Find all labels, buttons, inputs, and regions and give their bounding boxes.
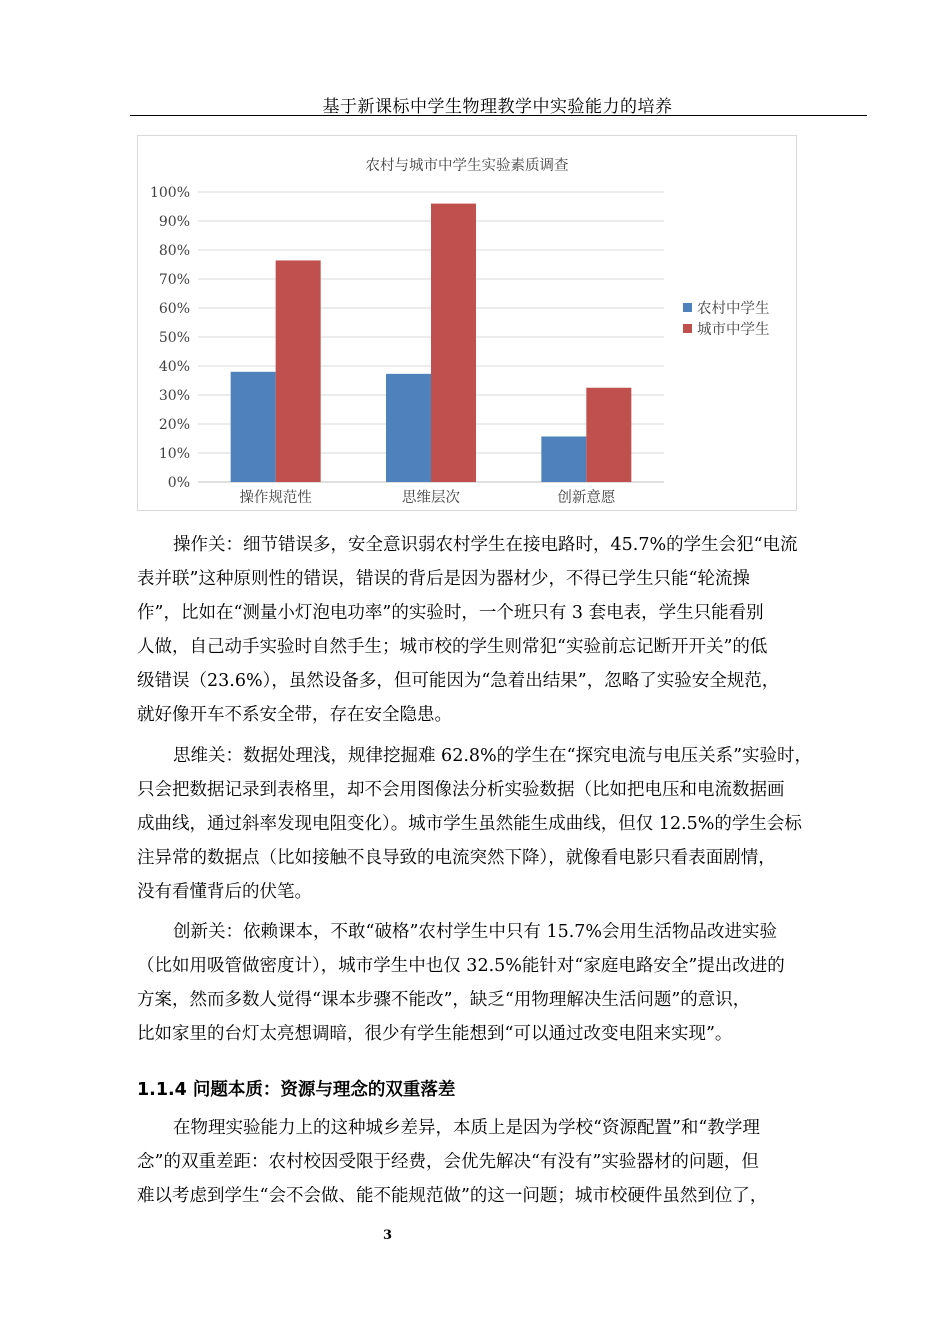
- chart-title: 农村与城市中学生实验素质调查: [365, 158, 569, 174]
- y-tick-label: 10%: [158, 446, 190, 462]
- y-tick-label: 60%: [158, 301, 190, 317]
- bar-chart: [137, 135, 797, 511]
- page-number: 3: [382, 1228, 393, 1243]
- legend-swatch: [683, 324, 692, 333]
- paragraph-line: 念”的双重差距：农村校因受限于经费，会优先解决“有没有”实验器材的问题，但: [137, 1152, 759, 1172]
- bar-urban: [276, 260, 321, 482]
- y-tick-label: 20%: [158, 417, 190, 433]
- bar-rural: [541, 436, 586, 482]
- paragraph-line: 就好像开车不系安全带，存在安全隐患。: [137, 705, 452, 725]
- paragraph-line: 只会把数据记录到表格里，却不会用图像法分析实验数据（比如把电压和电流数据画: [137, 780, 785, 800]
- paragraph-line: 创新关：依赖课本，不敢“破格”农村学生中只有 15.7%会用生活物品改进实验: [173, 922, 778, 942]
- y-tick-label: 50%: [158, 330, 190, 346]
- paragraph-line: 表并联”这种原则性的错误，错误的背后是因为器材少，不得已学生只能“轮流操: [137, 569, 750, 589]
- paragraph-thinking: [137, 739, 872, 909]
- y-tick-label: 0%: [167, 475, 190, 491]
- paragraph-section-body: [137, 1111, 872, 1213]
- paragraph-innovation: [137, 915, 872, 1051]
- bar-rural: [386, 374, 431, 482]
- paragraph-line: 方案，然而多数人觉得“课本步骤不能改”，缺乏“用物理解决生活问题”的意识，: [137, 990, 751, 1010]
- legend-label: 农村中学生: [697, 301, 770, 317]
- paragraph-line: 作”，比如在“测量小灯泡电功率”的实验时，一个班只有 3 套电表，学生只能看别: [137, 603, 764, 623]
- header-rule: [130, 115, 867, 116]
- paragraph-line: 成曲线，通过斜率发现电阻变化）。城市学生虽然能生成曲线，但仅 12.5%的学生会标: [137, 814, 802, 834]
- legend-swatch: [683, 303, 692, 312]
- paragraph-line: 没有看懂背后的伏笔。: [137, 882, 312, 902]
- paragraph-line: 比如家里的台灯太亮想调暗，很少有学生能想到“可以通过改变电阻来实现”。: [137, 1024, 733, 1044]
- page-header-title: 基于新课标中学生物理教学中实验能力的培养: [322, 97, 673, 117]
- legend-label: 城市中学生: [697, 322, 770, 338]
- y-tick-label: 40%: [158, 359, 190, 375]
- y-tick-label: 30%: [158, 388, 190, 404]
- x-tick-label: 思维层次: [402, 490, 460, 506]
- y-tick-label: 70%: [158, 272, 190, 288]
- paragraph-line: （比如用吸管做密度计），城市学生中也仅 32.5%能针对“家庭电路安全”提出改进的: [137, 956, 785, 976]
- paragraph-operation: [137, 528, 872, 732]
- paragraph-line: 人做，自己动手实验时自然手生；城市校的学生则常犯“实验前忘记断开开关”的低: [137, 637, 768, 657]
- paragraph-line: 注异常的数据点（比如接触不良导致的电流突然下降），就像看电影只看表面剧情，: [137, 848, 776, 868]
- bar-rural: [231, 372, 276, 482]
- bar-urban: [431, 204, 476, 482]
- paragraph-line: 级错误（23.6%），虽然设备多，但可能因为“急着出结果”，忽略了实验安全规范，: [137, 671, 780, 691]
- paragraph-line: 思维关：数据处理浅，规律挖掘难 62.8%的学生在“探究电流与电压关系”实验时，: [173, 746, 813, 766]
- paragraph-line: 操作关：细节错误多，安全意识弱农村学生在接电路时，45.7%的学生会犯“电流: [173, 535, 798, 555]
- bar-urban: [586, 388, 631, 482]
- y-tick-label: 90%: [158, 214, 190, 230]
- paragraph-line: 在物理实验能力上的这种城乡差异，本质上是因为学校“资源配置”和“教学理: [173, 1118, 760, 1138]
- y-tick-label: 80%: [158, 243, 190, 259]
- paragraph-line: 难以考虑到学生“会不会做、能不能规范做”的这一问题；城市校硬件虽然到位了，: [137, 1186, 768, 1206]
- section-heading: 1.1.4 问题本质：资源与理念的双重落差: [137, 1080, 456, 1100]
- x-tick-label: 创新意愿: [557, 490, 616, 506]
- chart-svg: [138, 136, 796, 510]
- x-tick-label: 操作规范性: [239, 490, 312, 506]
- y-tick-label: 100%: [149, 185, 190, 201]
